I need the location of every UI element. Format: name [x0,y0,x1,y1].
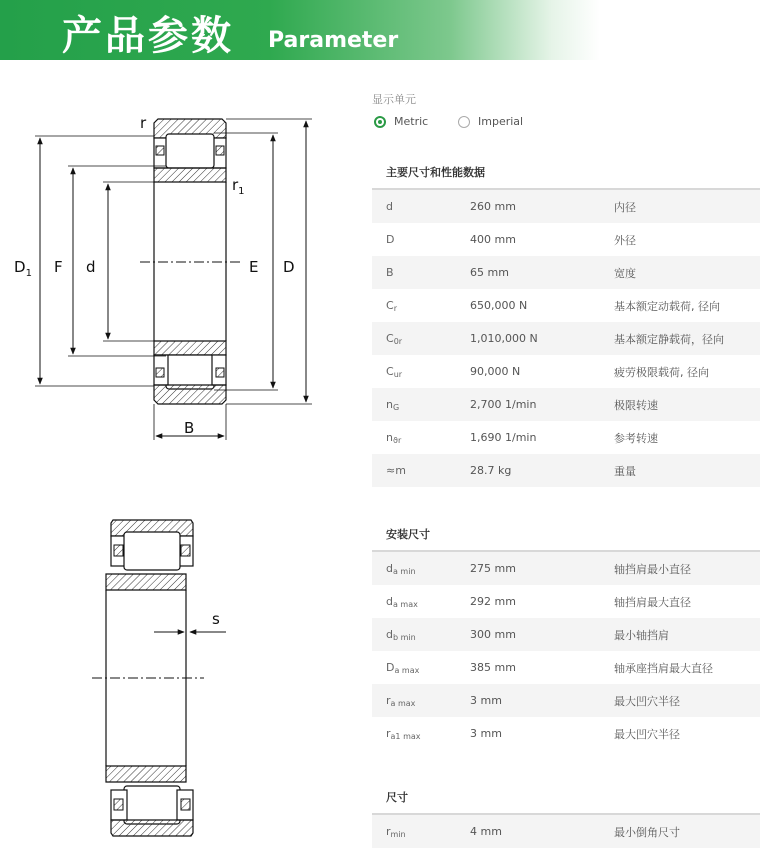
label-F: F [54,258,63,276]
param-value: 650,000 N [470,299,528,312]
param-value: 90,000 N [470,365,521,378]
param-value: 300 mm [470,628,516,641]
table-row [372,190,760,223]
param-symbol-sub: ur [393,369,403,379]
section-title: 尺寸 [372,783,760,815]
param-symbol-sub: r [393,303,397,313]
param-symbol [372,365,470,379]
param-symbol-sub: 0r [393,336,403,346]
param-description: 极限转速 [614,398,658,412]
param-symbol-sub: G [392,402,400,412]
table-row [372,585,760,618]
label-s: s [212,610,220,628]
param-description: 轴挡肩最小直径 [614,562,691,576]
param-symbol [372,398,470,412]
label-E: E [249,258,259,276]
table-row [372,421,760,454]
section-mounting-dimensions [372,520,760,750]
table-row [372,618,760,651]
param-description: 基本额定动载荷, 径向 [614,299,720,313]
svg-text:r1 [232,176,245,197]
param-symbol-main: D [386,232,395,246]
param-description: 疲劳极限载荷, 径向 [614,365,709,379]
table-row [372,815,760,848]
imperial-radio[interactable] [458,115,523,128]
table-row [372,289,760,322]
param-symbol-main: ≈m [386,463,406,477]
param-description: 参考转速 [614,431,658,445]
table-row [372,223,760,256]
section-title: 主要尺寸和性能数据 [372,158,760,190]
param-symbol [372,431,470,445]
param-symbol-sub: a min [392,566,416,576]
label-D1-sub: 1 [25,268,32,279]
metric-radio-label: Metric [394,115,429,128]
param-description: 最小倒角尺寸 [614,825,680,839]
param-value: 1,690 1/min [470,431,537,444]
param-symbol [372,727,470,741]
param-symbol-main: d [386,627,393,641]
param-description: 重量 [614,464,636,478]
param-description: 内径 [614,200,636,214]
page-banner [0,0,600,60]
param-symbol [372,661,470,675]
param-description: 最大凹穴半径 [614,727,680,741]
param-symbol-main: C [386,364,394,378]
param-value: 260 mm [470,200,516,213]
param-symbol-main: r [386,824,391,838]
bearing-drawing [0,60,360,859]
banner-title-en: Parameter [268,28,399,53]
metric-radio[interactable] [374,115,428,128]
bearing-mounting-view [92,520,226,836]
param-value: 400 mm [470,233,516,246]
param-symbol-main: C [386,298,394,312]
param-symbol-main: d [386,561,393,575]
param-symbol-main: n [386,430,393,444]
param-symbol-sub: a max [392,599,418,609]
table-row [372,454,760,487]
label-D: D [283,258,295,276]
section-main-dimensions [372,158,760,487]
param-value: 4 mm [470,825,502,838]
imperial-radio-icon [458,116,470,128]
param-symbol [372,825,470,839]
label-d: d [86,258,96,276]
table-row [372,717,760,750]
param-symbol-main: d [386,199,393,213]
bearing-section-view [12,114,312,440]
param-value: 292 mm [470,595,516,608]
param-symbol [372,694,470,708]
param-symbol-sub: ϑr [392,435,402,445]
param-value: 1,010,000 N [470,332,538,345]
param-symbol-sub: a1 max [390,731,421,741]
param-symbol [372,266,470,280]
param-symbol-main: r [386,693,391,707]
param-symbol [372,233,470,247]
param-symbol [372,628,470,642]
param-value: 275 mm [470,562,516,575]
banner-title-cn: 产品参数 [62,13,234,59]
param-symbol-main: r [386,726,391,740]
table-row [372,256,760,289]
param-description: 基本额定静载荷，径向 [614,332,724,346]
param-symbol-main: d [386,594,393,608]
label-D1: D [14,258,26,276]
label-B: B [184,419,195,437]
imperial-radio-label: Imperial [478,115,524,128]
metric-radio-icon [374,116,386,128]
param-symbol-sub: b min [392,632,416,642]
param-value: 385 mm [470,661,516,674]
param-symbol-sub: a max [394,665,420,675]
param-value: 28.7 kg [470,464,512,477]
table-row [372,684,760,717]
param-symbol-main: B [386,265,394,279]
label-r1-sub: 1 [238,186,245,197]
table-row [372,651,760,684]
param-symbol-sub: min [390,829,406,839]
param-description: 轴挡肩最大直径 [614,595,691,609]
param-description: 最小轴挡肩 [614,628,669,642]
param-symbol [372,595,470,609]
param-symbol [372,562,470,576]
param-description: 轴承座挡肩最大直径 [614,661,713,675]
param-symbol [372,464,470,478]
table-row [372,322,760,355]
param-value: 3 mm [470,694,502,707]
label-r: r [140,114,147,132]
param-symbol [372,332,470,346]
param-value: 3 mm [470,727,502,740]
table-row [372,552,760,585]
table-row [372,355,760,388]
section-dimensions [372,783,760,848]
section-title: 安装尺寸 [372,520,760,552]
param-description: 宽度 [614,266,636,280]
param-value: 2,700 1/min [470,398,537,411]
param-symbol [372,299,470,313]
param-description: 外径 [614,233,636,247]
param-symbol-main: C [386,331,394,345]
param-symbol-main: D [386,660,395,674]
param-symbol [372,200,470,214]
param-symbol-main: n [386,397,393,411]
label-r1: r [232,176,239,194]
display-units-label: 显示单元 [372,93,416,106]
table-row [372,388,760,421]
param-symbol-sub: a max [390,698,416,708]
param-value: 65 mm [470,266,509,279]
param-description: 最大凹穴半径 [614,694,680,708]
